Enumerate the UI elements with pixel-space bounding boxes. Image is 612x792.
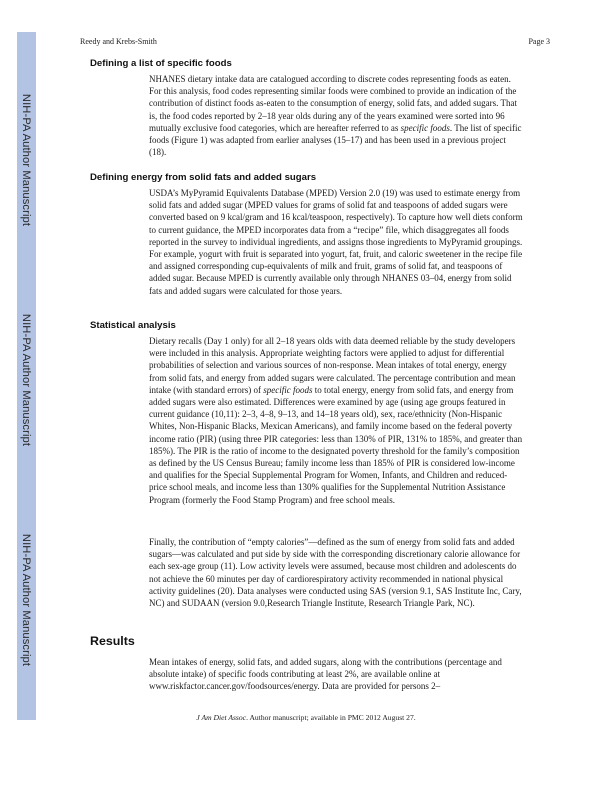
page-number: Page 3 bbox=[528, 37, 550, 46]
paragraph-specific-foods: NHANES dietary intake data are catalogued according to discrete codes representing foods as eaten. For this analysis, food codes representing similar foods were combined to provide an indication of the contribution of distinct foods as-eaten to the consumption of energy, solid fats, and added sugars. That is, the food codes reported by 2–18 year olds during any of the years examined were sorted into 96 mutually exclusive food categories, which are hereafter referred to as specific foods. The list of specific foods (Figure 1) was adapted from earlier analyses (15–17) and has been used in a previous project (18). bbox=[149, 74, 522, 158]
section-heading-specific-foods: Defining a list of specific foods bbox=[90, 58, 232, 69]
paragraph-statistical-analysis: Dietary recalls (Day 1 only) for all 2–18 years olds with data deemed reliable by the study developers were included in this analysis. Appropriate weighting factors were applied to adjust for differential probabilities of selection and various sources of non-response. Mean intakes of total energy, energy from solid fats, and energy from added sugars were calculated. The percentage contribution and mean intake (with standard errors) of specific foods to total energy, energy from solid fats, and energy from added sugars were also estimated. Differences were examined by age (using age groups featured in current guidance (10,11): 2–3, 4–8, 9–13, and 14–18 years old), sex, race/ethnicity (Non-Hispanic Whites, Non-Hispanic Blacks, Mexican Americans), and family income based on the federal poverty income ratio (PIR) (using three PIR categories: less than 130% of PIR, 131% to 185%, and greater than 185%). The PIR is the ratio of income to the designated poverty threshold for the family’s composition as defined by the US Census Bureau; family income less than 185% of PIR is considered low-income and qualifies for the Special Supplemental Program for Women, Infants, and Children and reduced-price school meals, and income less than 130% qualifies for the Supplemental Nutrition Assistance Program (formerly the Food Stamp Program) and free school meals. bbox=[149, 336, 523, 505]
running-header-authors: Reedy and Krebs-Smith bbox=[80, 37, 157, 46]
paragraph-energy: USDA’s MyPyramid Equivalents Database (MPED) Version 2.0 (19) was used to estimate energy from solid fats and added sugar (MPED values for grams of solid fat and teaspoons of added sugars were converted based on 9 kcal/gram and 16 kcal/teaspoon, respectively). To capture how well diets conform to current guidance, the MPED incorporates data from a “recipe” file, which disaggregates all foods reported in the survey to individual ingredients, and assigns those ingredients to MyPyramid groupings. For example, yogurt with fruit is separated into yogurt, fat, fruit, and caloric sweetener in the recipe file and assigned corresponding cup-equivalents of milk and fruit, grams of solid fat, and teaspoons of added sugar. Because MPED is currently available only through NHANES 03–04, energy from solid fats and added sugars were calculated for those years. bbox=[149, 188, 523, 296]
paragraph-empty-calories: Finally, the contribution of “empty calories”—defined as the sum of energy from solid fats and added sugars—was calculated and put side by side with the corresponding discretionary calorie allowance for each sex-age group (11). Low activity levels were assumed, because most children and adolescents do not achieve the 60 minutes per day of cardiorespiratory activity recommended in national physical activity guidelines (20). Data analyses were conducted using SAS (version 9.1, SAS Institute Inc, Cary, NC) and SUDAAN (version 9.0,Research Triangle Institute, Research Triangle Park, NC). bbox=[149, 537, 522, 609]
section-heading-statistical-analysis: Statistical analysis bbox=[90, 320, 176, 331]
paragraph-results: Mean intakes of energy, solid fats, and added sugars, along with the contributions (percentage and absolute intake) of specific foods contributing at least 2%, are available online at www.riskfactor.cancer.gov/foodsources/energy. Data are provided for persons 2– bbox=[149, 657, 502, 692]
section-heading-energy: Defining energy from solid fats and added sugars bbox=[90, 172, 317, 183]
page-footer: J Am Diet Assoc. Author manuscript; available in PMC 2012 August 27. bbox=[196, 713, 416, 722]
section-heading-results: Results bbox=[90, 634, 135, 648]
